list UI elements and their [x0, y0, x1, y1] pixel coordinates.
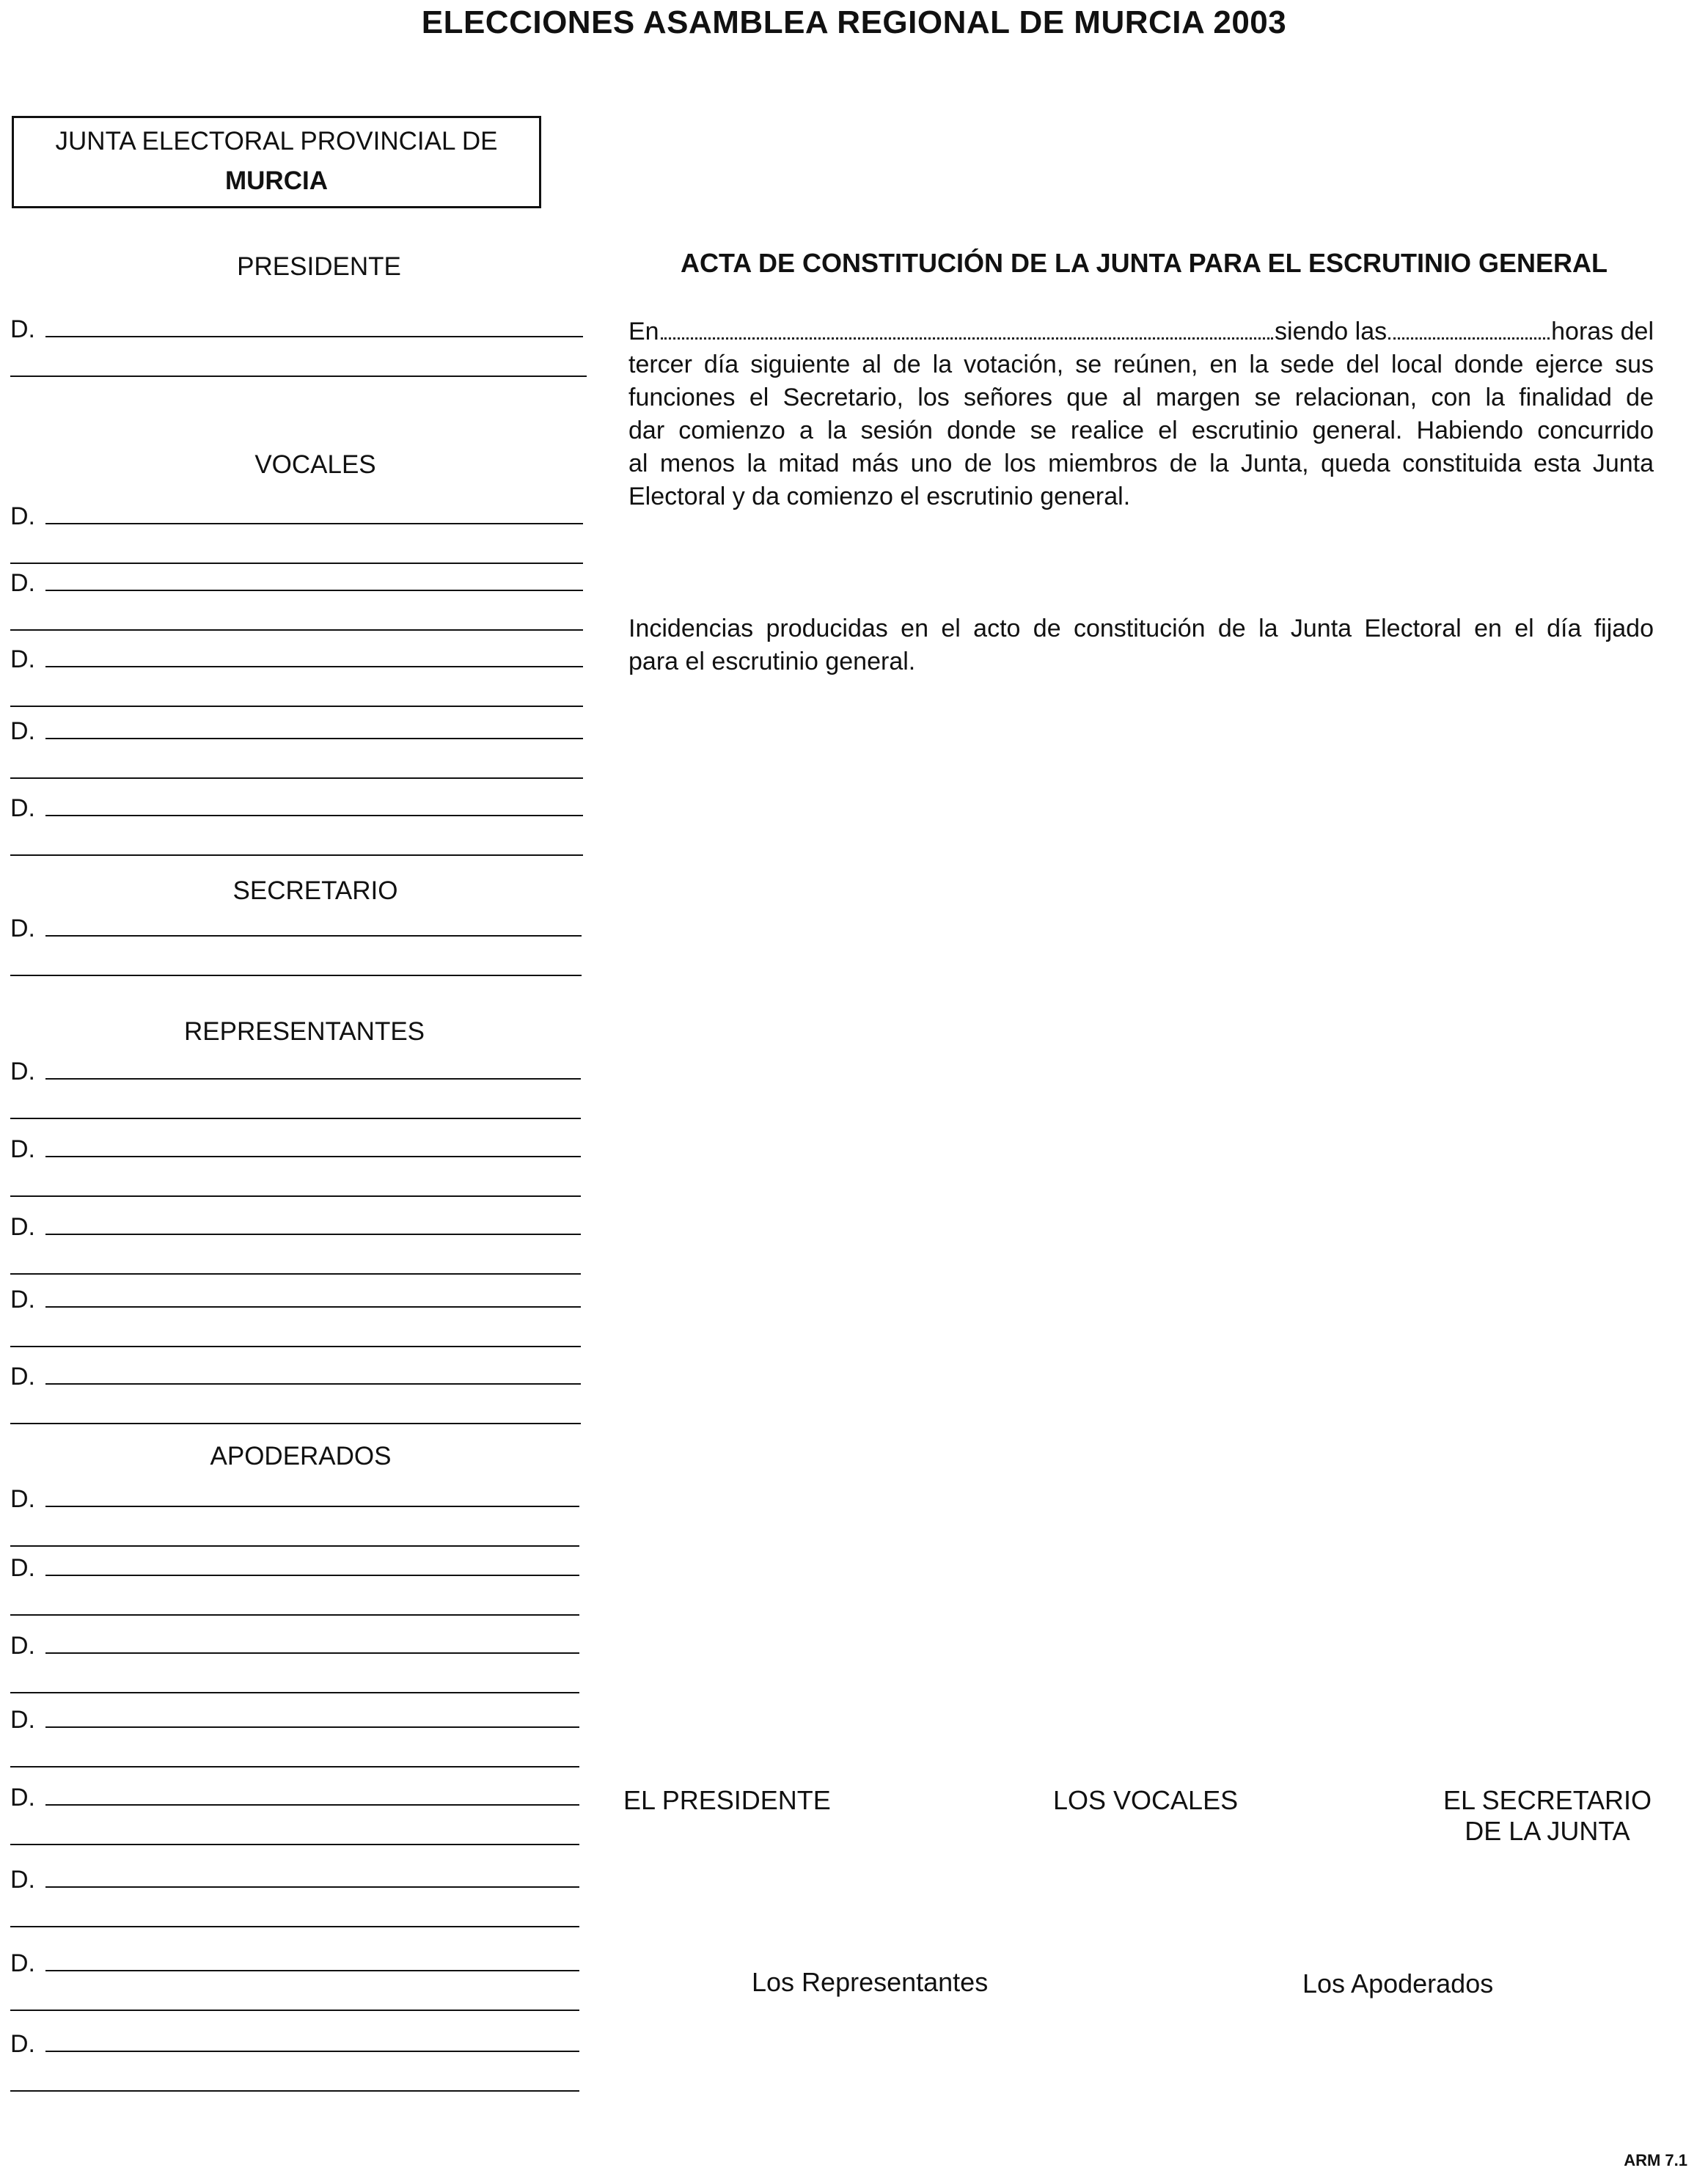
field-prefix: D. — [10, 1363, 35, 1391]
section-secretario: SECRETARIO — [232, 876, 398, 905]
signature-secretario-line2: DE LA JUNTA — [1465, 1816, 1630, 1846]
name-continuation-line[interactable] — [10, 1926, 579, 1927]
signature-secretario — [1437, 1785, 1657, 1847]
field-prefix: D. — [10, 1784, 35, 1811]
field-prefix: D. — [10, 315, 35, 343]
field-prefix: D. — [10, 717, 35, 745]
acta-horas-label: horas del — [1551, 318, 1654, 345]
junta-box-line1: JUNTA ELECTORAL PROVINCIAL DE — [55, 127, 498, 155]
junta-box-province: MURCIA — [225, 166, 328, 195]
name-entry-line[interactable] — [45, 1886, 579, 1888]
name-continuation-line[interactable] — [10, 777, 583, 779]
name-continuation-line[interactable] — [10, 1614, 579, 1616]
name-continuation-line[interactable] — [10, 2090, 579, 2092]
field-prefix: D. — [10, 1554, 35, 1582]
name-continuation-line[interactable] — [10, 854, 583, 856]
field-prefix: D. — [10, 502, 35, 530]
time-blank[interactable] — [1388, 337, 1550, 340]
section-representantes: REPRESENTANTES — [183, 1017, 425, 1046]
field-prefix: D. — [10, 1632, 35, 1660]
field-prefix: D. — [10, 1058, 35, 1085]
name-entry-line[interactable] — [45, 1804, 579, 1806]
name-entry-line[interactable] — [45, 523, 583, 524]
field-prefix: D. — [10, 1286, 35, 1314]
name-entry-line[interactable] — [45, 815, 583, 816]
section-presidente: PRESIDENTE — [237, 252, 401, 281]
acta-text-line: tercer día siguiente al de la votación, se reúnen, en la sede del local donde ejerce sus — [628, 351, 1654, 378]
incidencias-text-line: para el escrutinio general. — [628, 648, 916, 675]
acta-siendo-label: siendo las — [1275, 318, 1388, 345]
name-continuation-line[interactable] — [10, 1195, 581, 1197]
field-prefix: D. — [10, 794, 35, 822]
page-title: ELECCIONES ASAMBLEA REGIONAL DE MURCIA 2003 — [421, 4, 1287, 40]
name-continuation-line[interactable] — [10, 2010, 579, 2011]
form-code: ARM 7.1 — [1624, 2151, 1687, 2169]
name-continuation-line[interactable] — [10, 563, 583, 564]
signature-representantes: Los Representantes — [752, 1967, 989, 1997]
name-entry-line[interactable] — [45, 1234, 581, 1235]
acta-title: ACTA DE CONSTITUCIÓN DE LA JUNTA PARA EL ESCRUTINIO GENERAL — [680, 248, 1608, 278]
name-continuation-line[interactable] — [10, 1423, 581, 1424]
section-vocales: VOCALES — [254, 450, 376, 479]
name-continuation-line[interactable] — [10, 1766, 579, 1767]
name-entry-line[interactable] — [45, 1506, 579, 1507]
acta-first-line — [628, 315, 1654, 348]
name-entry-line[interactable] — [45, 1970, 579, 1971]
name-entry-line[interactable] — [45, 1306, 581, 1308]
signature-presidente: EL PRESIDENTE — [623, 1785, 831, 1815]
signature-vocales: LOS VOCALES — [1053, 1785, 1239, 1815]
junta-electoral-box — [12, 116, 541, 208]
field-prefix: D. — [10, 569, 35, 597]
name-entry-line[interactable] — [45, 1078, 581, 1080]
field-prefix: D. — [10, 1135, 35, 1163]
name-entry-line[interactable] — [45, 590, 583, 591]
acta-text-line: al menos la mitad más uno de los miembros de la Junta, queda constituida esta Junta — [628, 450, 1654, 477]
field-prefix: D. — [10, 1706, 35, 1734]
name-entry-line[interactable] — [45, 1652, 579, 1654]
section-apoderados: APODERADOS — [210, 1442, 392, 1470]
name-entry-line[interactable] — [45, 336, 583, 337]
name-entry-line[interactable] — [45, 1383, 581, 1385]
field-prefix: D. — [10, 1485, 35, 1513]
name-entry-line[interactable] — [45, 1156, 581, 1157]
incidencias-text-line: Incidencias producidas en el acto de constitución de la Junta Electoral en el día fijado — [628, 615, 1654, 642]
name-entry-line[interactable] — [45, 1575, 579, 1576]
field-prefix: D. — [10, 2030, 35, 2058]
signature-secretario-line1: EL SECRETARIO — [1443, 1785, 1652, 1815]
name-continuation-line[interactable] — [10, 1545, 579, 1547]
field-prefix: D. — [10, 1213, 35, 1241]
name-continuation-line[interactable] — [10, 1273, 581, 1275]
signature-apoderados: Los Apoderados — [1302, 1968, 1494, 1999]
acta-en-label: En — [628, 318, 659, 345]
name-entry-line[interactable] — [45, 738, 583, 739]
acta-text-line: funciones el Secretario, los señores que al margen se relacionan, con la finalidad de — [628, 384, 1654, 411]
name-continuation-line[interactable] — [10, 1346, 581, 1347]
name-continuation-line[interactable] — [10, 376, 587, 377]
name-continuation-line[interactable] — [10, 1118, 581, 1119]
field-prefix: D. — [10, 1866, 35, 1894]
acta-text-line: Electoral y da comienzo el escrutinio general. — [628, 483, 1131, 510]
name-continuation-line[interactable] — [10, 1692, 579, 1693]
name-continuation-line[interactable] — [10, 975, 582, 976]
field-prefix: D. — [10, 1949, 35, 1977]
name-continuation-line[interactable] — [10, 629, 583, 631]
name-entry-line[interactable] — [45, 2051, 579, 2052]
name-continuation-line[interactable] — [10, 1844, 579, 1845]
name-continuation-line[interactable] — [10, 706, 583, 707]
field-prefix: D. — [10, 645, 35, 673]
field-prefix: D. — [10, 915, 35, 942]
place-date-blank[interactable] — [661, 337, 1273, 340]
acta-text-line: dar comienzo a la sesión donde se realice el escrutinio general. Habiendo concurrido — [628, 417, 1654, 444]
name-entry-line[interactable] — [45, 935, 582, 937]
name-entry-line[interactable] — [45, 1726, 579, 1728]
name-entry-line[interactable] — [45, 666, 583, 667]
